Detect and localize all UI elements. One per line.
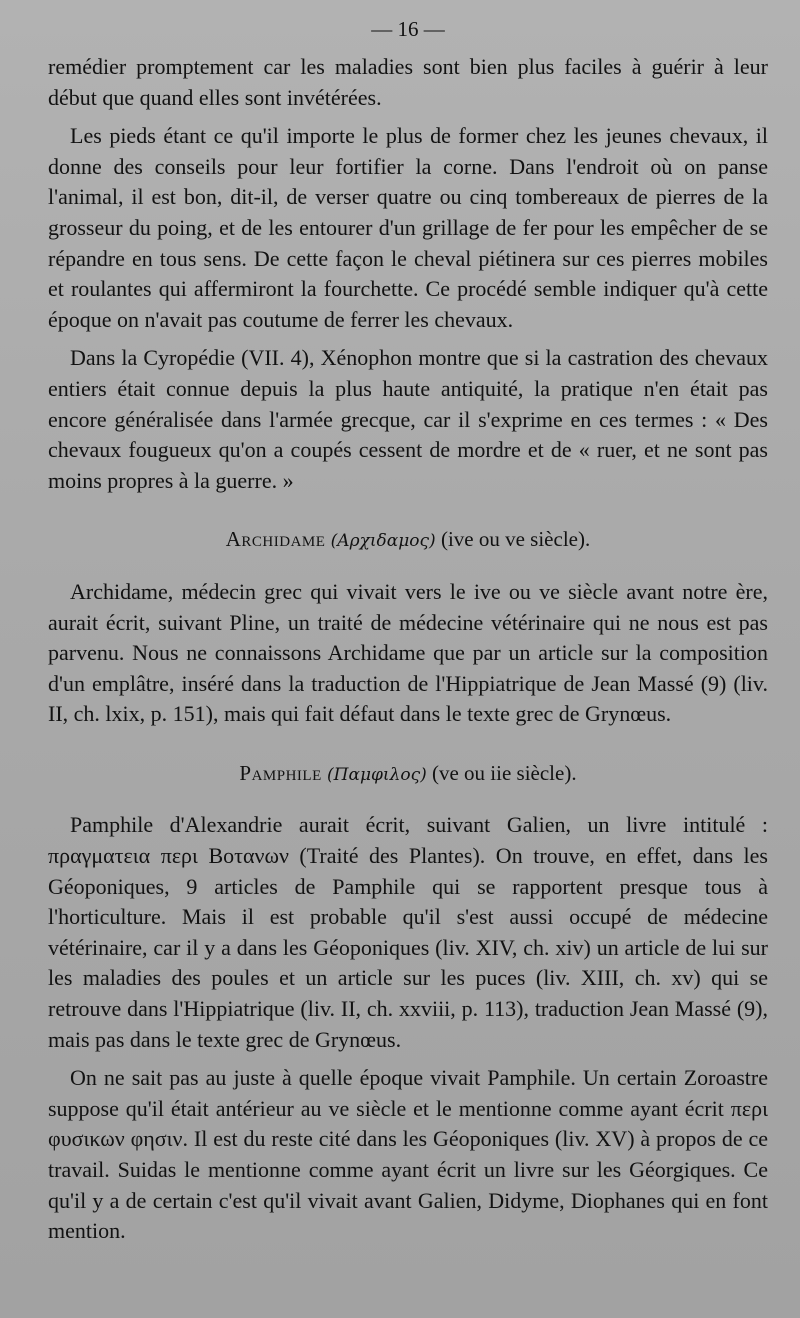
heading-period: (ve ou iie siècle).: [431, 760, 577, 785]
paragraph-pieds: Les pieds étant ce qu'il importe le plus de former chez les jeunes chevaux, il donne des conseils pour leur fortifier la corne. Dans l'endroit où on panse l'animal, il est bon, dit-il, de verser quatre ou cinq tombereaux de pierres de la grosseur du poing, et de les entourer d'un grillage de fer pour les empêcher de se répandre en tous sens. De cette façon le cheval piétinera sur ces pierres mobiles et roulantes qui affermiront la fourchette. Ce procédé semble indiquer qu'à cette époque on n'avait pas coutume de ferrer les chevaux.: [48, 123, 768, 332]
paragraph-epoque: On ne sait pas au juste à quelle époque vivait Pamphile. Un certain Zoroastre suppose qu'il était antérieur au ve siècle et le mentionne comme ayant écrit περι φυσικων φησιν. Il est du reste cité dans les Géoponiques (liv. XV) à propos de ce travail. Suidas le mentionne comme ayant écrit un livre sur les Géorgiques. Ce qu'il y a de certain c'est qu'il vivait avant Galien, Didyme, Diophanes qui en font mention.: [48, 1065, 768, 1244]
section-heading-pamphile: [48, 758, 768, 791]
page-number: — 16 —: [371, 17, 445, 41]
heading-name: Archidame: [225, 527, 326, 552]
paragraph-pamphile: Pamphile d'Alexandrie aurait écrit, suivant Galien, un livre intitulé : πραγματεια περι Βοτανων (Traité des Plantes). On trouve, en effet, dans les Géoponiques, 9 articles de Pamphile qui se rapportent presque tous à l'horticulture. Mais il est probable qu'il s'est aussi occupé de médecine vétérinaire, car il y a dans les Géoponiques (liv. XIV, ch. xiv) un article de lui sur les maladies des poules et un article sur les puces (liv. XIII, ch. xv) qui se retrouve dans l'Hippiatrique (liv. II, ch. xxviii, p. 113), traduction Jean Massé (9), mais pas dans le texte grec de Grynœus.: [48, 812, 768, 1052]
heading-greek: (Παμφιλος): [327, 764, 427, 785]
paragraph-remedier: remédier promptement car les maladies sont bien plus faciles à guérir à leur début que quand elles sont invétérées.: [48, 54, 768, 110]
heading-greek: (Αρχιδαμος): [330, 531, 436, 552]
section-heading-archidame: [48, 524, 768, 557]
heading-period: (ive ou ve siècle).: [440, 527, 591, 552]
heading-name: Pamphile: [239, 760, 322, 785]
paragraph-archidame: Archidame, médecin grec qui vivait vers le ive ou ve siècle avant notre ère, aurait écrit, suivant Pline, un traité de médecine vétérinaire qui ne nous est pas parvenu. Nous ne connaissons Archidame que par un article sur la composition d'un emplâtre, inséré dans la traduction de l'Hippiatrique de Jean Massé (9) (liv. II, ch. lxix, p. 151), mais qui fait défaut dans le texte grec de Grynœus.: [48, 578, 768, 727]
paragraph-cyropedie: Dans la Cyropédie (VII. 4), Xénophon montre que si la castration des chevaux entiers était connue depuis la plus haute antiquité, la pratique n'en était pas encore généralisée dans l'armée grecque, car il s'exprime en ces termes : « Des chevaux fougueux qu'on a coupés cessent de mordre et de « ruer, et ne sont pas moins propres à la guerre. »: [48, 345, 768, 493]
